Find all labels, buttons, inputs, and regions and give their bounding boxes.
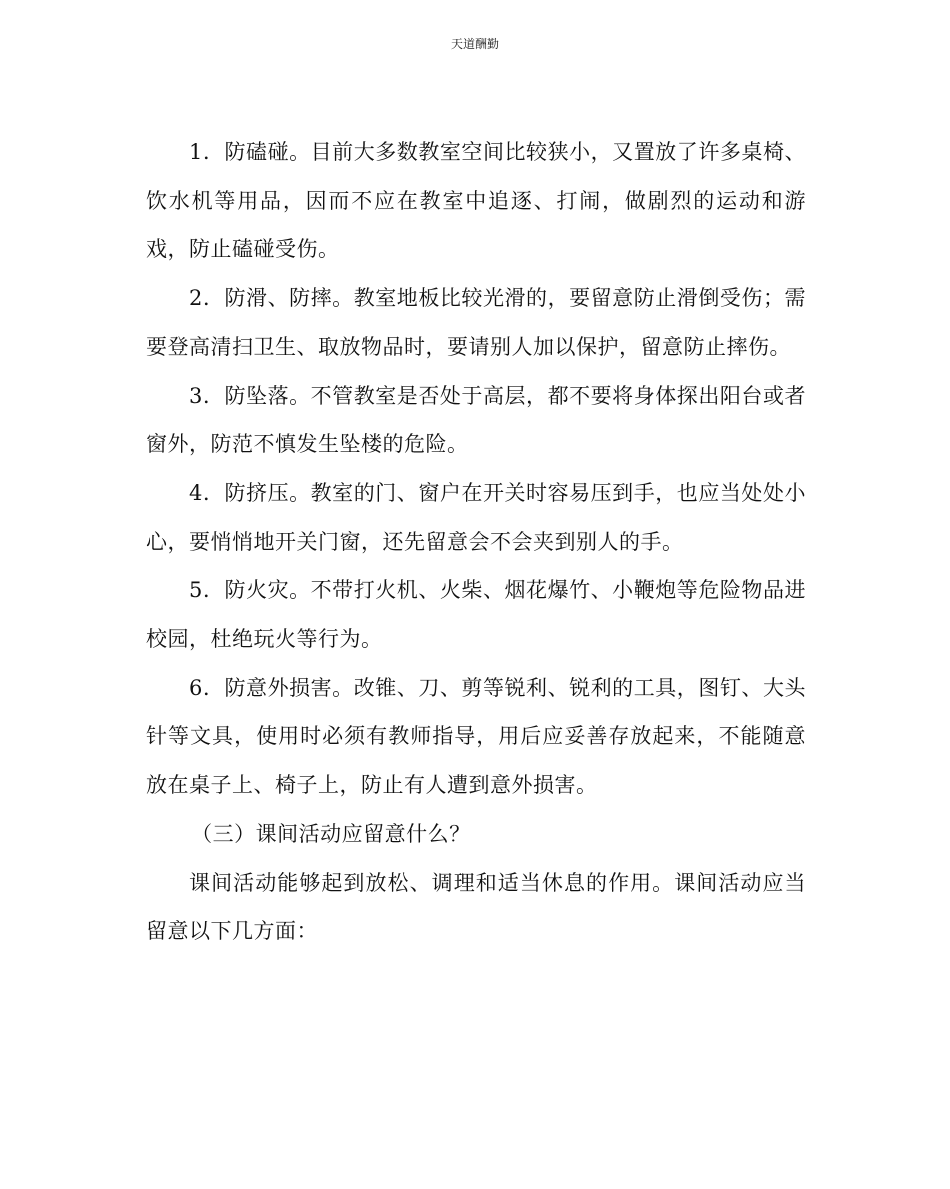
paragraph-item-1: 1．防磕碰。目前大多数教室空间比较狭小，又置放了许多桌椅、饮水机等用品，因而不应在教室中追逐、打闹，做剧烈的运动和游戏，防止磕碰受伤。 <box>146 140 806 262</box>
page-header: 天道酬勤 <box>450 37 499 51</box>
paragraph-item-2: 2．防滑、防摔。教室地板比较光滑的，要留意防止滑倒受伤；需要登高清扫卫生、取放物品时，要请别人加以保护，留意防止摔伤。 <box>146 286 806 359</box>
section-heading: （三）课间活动应留意什么？ <box>191 821 471 846</box>
paragraph-item-4: 4．防挤压。教室的门、窗户在开关时容易压到手，也应当处处小心，要悄悄地开关门窗，还先留意会不会夹到别人的手。 <box>146 480 806 554</box>
paragraph-item-6: 6．防意外损害。改锥、刀、剪等锐利、锐利的工具，图钉、大头针等文具，使用时必须有教师指导，用后应妥善存放起来，不能随意放在桌子上、椅子上，防止有人遭到意外损害。 <box>146 675 806 798</box>
document-body <box>146 128 806 956</box>
paragraph-item-3: 3．防坠落。不管教室是否处于高层，都不要将身体探出阳台或者窗外，防范不慎发生坠楼的危险。 <box>146 383 806 457</box>
section-intro-paragraph: 课间活动能够起到放松、调理和适当休息的作用。课间活动应当留意以下几方面： <box>146 870 806 944</box>
paragraph-item-5: 5．防火灾。不带打火机、火柴、烟花爆竹、小鞭炮等危险物品进校园，杜绝玩火等行为。 <box>146 578 806 652</box>
